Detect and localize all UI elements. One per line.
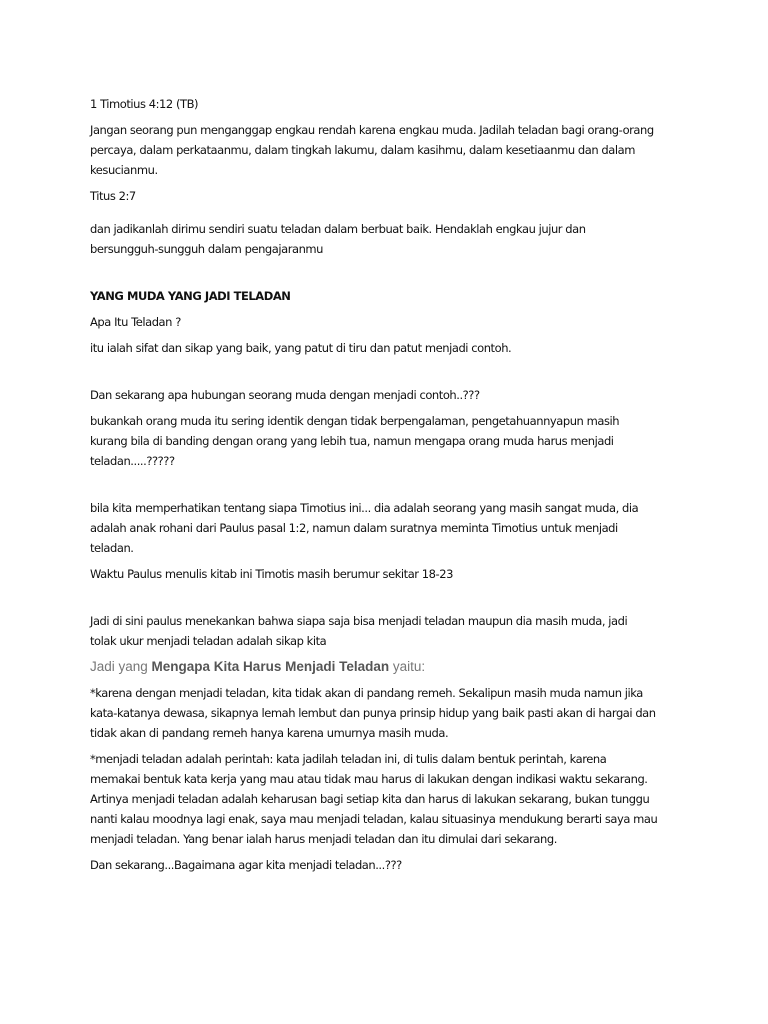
text-line: tidak akan di pandang remeh hanya karena umurnya masih muda. xyxy=(90,726,449,740)
point-not-looked-down xyxy=(90,683,690,743)
closing-question: Dan sekarang...Bagaimana agar kita menjadi teladan...??? xyxy=(90,858,402,872)
verse-reference-timothy: 1 Timotius 4:12 (TB) xyxy=(90,97,199,111)
verse-text-timothy xyxy=(90,120,690,180)
subheading-prefix: Jadi yang xyxy=(90,659,152,674)
paragraph-timothy xyxy=(90,498,690,558)
subheading-suffix: yaitu: xyxy=(389,659,426,674)
text-line: kesucianmu. xyxy=(90,163,158,177)
text-line: dan jadikanlah dirimu sendiri suatu teladan dalam berbuat baik. Hendaklah engkau jujur dan xyxy=(90,222,586,236)
subheading-why xyxy=(90,657,690,677)
section-heading: YANG MUDA YANG JADI TELADAN xyxy=(90,289,291,303)
text-line: kata-katanya dewasa, sikapnya lemah lembut dan punya prinsip hidup yang baik pasti akan di hargai dan xyxy=(90,706,656,720)
paragraph-young-people xyxy=(90,411,690,471)
subheading-emphasis: Mengapa Kita Harus Menjadi Teladan xyxy=(151,659,390,674)
answer-definition: itu ialah sifat dan sikap yang baik, yang patut di tiru dan patut menjadi contoh. xyxy=(90,341,512,355)
text-line: percaya, dalam perkataanmu, dalam tingkah lakumu, dalam kasihmu, dalam kesetiaanmu dan dalam xyxy=(90,143,635,157)
paragraph-age: Waktu Paulus menulis kitab ini Timotis masih berumur sekitar 18-23 xyxy=(90,567,453,581)
text-line: kurang bila di banding dengan orang yang lebih tua, namun mengapa orang muda harus menjadi xyxy=(90,434,614,448)
text-line: Jadi di sini paulus menekankan bahwa siapa saja bisa menjadi teladan maupun dia masih muda, jadi xyxy=(90,614,628,628)
text-line: bila kita memperhatikan tentang siapa Timotius ini... dia adalah seorang yang masih sangat muda, dia xyxy=(90,501,639,515)
verse-reference-titus: Titus 2:7 xyxy=(90,189,136,203)
verse-text-titus xyxy=(90,219,690,259)
text-line: tolak ukur menjadi teladan adalah sikap kita xyxy=(90,634,327,648)
text-line: *menjadi teladan adalah perintah: kata jadilah teladan ini, di tulis dalam bentuk perintah, karena xyxy=(90,752,607,766)
text-line: *karena dengan menjadi teladan, kita tidak akan di pandang remeh. Sekalipun masih muda namun jika xyxy=(90,686,643,700)
text-line: adalah anak rohani dari Paulus pasal 1:2, namun dalam suratnya meminta Timotius untuk menjadi xyxy=(90,521,618,535)
point-command xyxy=(90,749,690,849)
text-line: teladan.....????? xyxy=(90,454,175,468)
text-line: bersungguh-sungguh dalam pengajaranmu xyxy=(90,242,324,256)
text-line: memakai bentuk kata kerja yang mau atau tidak mau harus di lakukan dengan indikasi waktu sekarang. xyxy=(90,772,648,786)
text-line: Artinya menjadi teladan adalah keharusan bagi setiap kita dan harus di lakukan sekarang, bukan tunggu xyxy=(90,792,650,806)
paragraph-conclusion xyxy=(90,611,690,651)
text-line: teladan. xyxy=(90,541,134,555)
question-what-is-teladan: Apa Itu Teladan ? xyxy=(90,315,181,329)
text-line: menjadi teladan. Yang benar ialah harus menjadi teladan dan itu dimulai dari sekarang. xyxy=(90,832,557,846)
document-body xyxy=(90,94,690,875)
text-line: Jangan seorang pun menganggap engkau rendah karena engkau muda. Jadilah teladan bagi orang-orang xyxy=(90,123,654,137)
question-relationship: Dan sekarang apa hubungan seorang muda dengan menjadi contoh..??? xyxy=(90,388,480,402)
text-line: bukankah orang muda itu sering identik dengan tidak berpengalaman, pengetahuannyapun masih xyxy=(90,414,620,428)
text-line: nanti kalau moodnya lagi enak, saya mau menjadi teladan, kalau situasinya mendukung berarti saya mau xyxy=(90,812,658,826)
